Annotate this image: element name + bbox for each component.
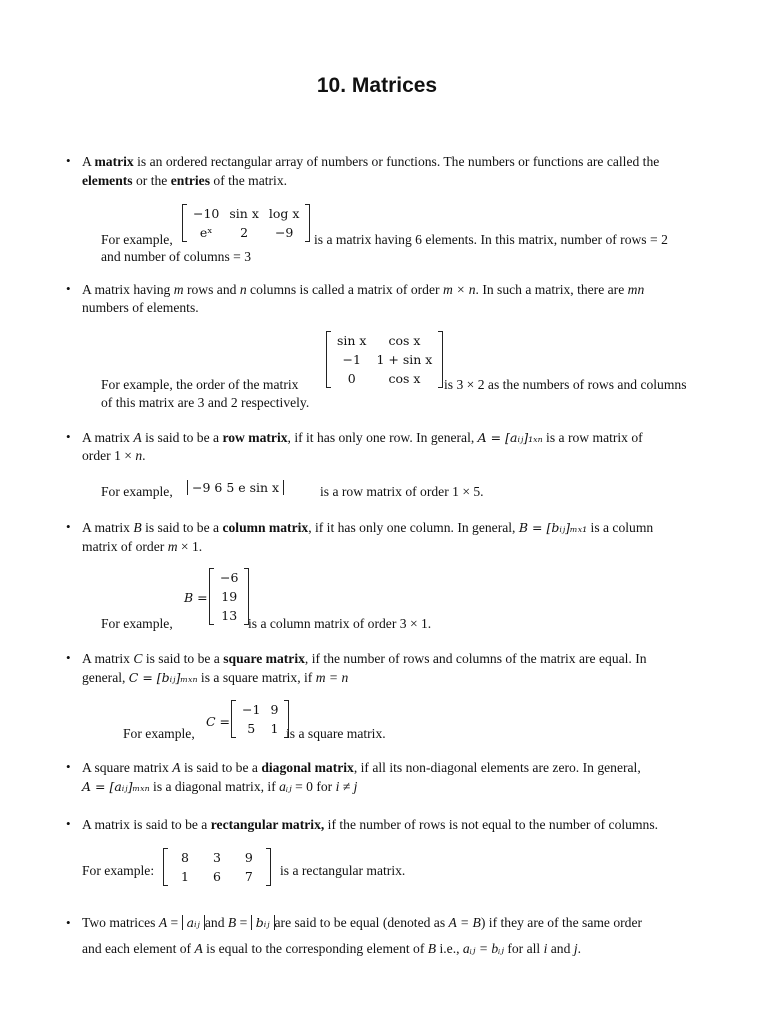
example-label: For example: xyxy=(82,863,155,878)
line: and each element of A is equal to the corresponding element of B i.e., aᵢⱼ = bᵢⱼ for all i and j. xyxy=(82,941,581,956)
row-matrix: −9 6 5 e sin x xyxy=(187,480,284,495)
example-text: is a square matrix. xyxy=(286,726,386,741)
example-text: is a row matrix of order 1 × 5. xyxy=(320,484,484,499)
example-label: For example, the order of the matrix xyxy=(101,377,299,392)
line: A matrix B is said to be a column matrix, if it has only one column. In general, B = [bᵢⱼ]ₘₓ₁ is a column xyxy=(82,520,654,535)
bullet: • xyxy=(66,519,71,534)
matrix-3x2: sin x cos x −1 1 + sin x 0 cos x xyxy=(326,331,443,388)
line: of this matrix are 3 and 2 respectively. xyxy=(101,395,310,410)
bullet: • xyxy=(66,281,71,296)
line: numbers of elements. xyxy=(82,300,199,315)
example-text: is 3 × 2 as the numbers of rows and columns xyxy=(444,377,687,392)
bullet: • xyxy=(66,759,71,774)
line: A square matrix A is said to be a diagonal matrix, if all its non-diagonal elements are zero. In general, xyxy=(82,760,641,775)
example-text: is a matrix having 6 elements. In this matrix, number of rows = 2 xyxy=(314,232,668,247)
bullet: • xyxy=(66,650,71,665)
matrix-lhs: C = xyxy=(206,714,231,729)
line: A matrix C is said to be a square matrix, if the number of rows and columns of the matrix are equal. In xyxy=(82,651,647,666)
example-label: For example, xyxy=(101,484,173,499)
example-label: For example, xyxy=(123,726,195,741)
line: and number of columns = 3 xyxy=(101,249,251,264)
matrix-lhs: B = xyxy=(184,590,208,605)
matrix-2x3: −10 sin x log x eˣ 2 −9 xyxy=(182,204,310,242)
line: A matrix is an ordered rectangular array of numbers or functions. The numbers or functions are called the xyxy=(82,154,660,169)
column-matrix: −6 19 13 xyxy=(209,568,249,625)
line: general, C = [bᵢⱼ]ₘₓₙ is a square matrix, if m = n xyxy=(82,670,349,685)
line: A = [aᵢⱼ]ₘₓₙ is a diagonal matrix, if aᵢⱼ = 0 for i ≠ j xyxy=(82,779,358,794)
bullet: • xyxy=(66,429,71,444)
matrix-2x2: −1 9 5 1 xyxy=(231,700,289,738)
line: elements or the entries of the matrix. xyxy=(82,173,288,188)
line: order 1 × n. xyxy=(82,448,146,463)
page-title: 10. Matrices xyxy=(316,74,438,97)
example-text: is a rectangular matrix. xyxy=(280,863,406,878)
bullet: • xyxy=(66,816,71,831)
example-label: For example, xyxy=(101,616,173,631)
line: A matrix is said to be a rectangular matrix, if the number of rows is not equal to the number of columns. xyxy=(82,817,659,832)
line: A matrix A is said to be a row matrix, if it has only one row. In general, A = [aᵢⱼ]₁ₓₙ is a row matrix of xyxy=(82,430,643,445)
line: Two matrices A = aᵢⱼ and B = bᵢⱼ are said to be equal (denoted as A = B) if they are of the same order xyxy=(82,915,643,930)
example-text: is a column matrix of order 3 × 1. xyxy=(248,616,432,631)
example-label: For example, xyxy=(101,232,173,247)
bullet: • xyxy=(66,153,71,168)
line: matrix of order m × 1. xyxy=(82,539,203,554)
bullet: • xyxy=(66,915,71,930)
line: A matrix having m rows and n columns is called a matrix of order m × n. In such a matrix, there are mn xyxy=(82,282,645,297)
matrix-2x3-rect: 8 3 9 1 6 7 xyxy=(163,848,271,886)
